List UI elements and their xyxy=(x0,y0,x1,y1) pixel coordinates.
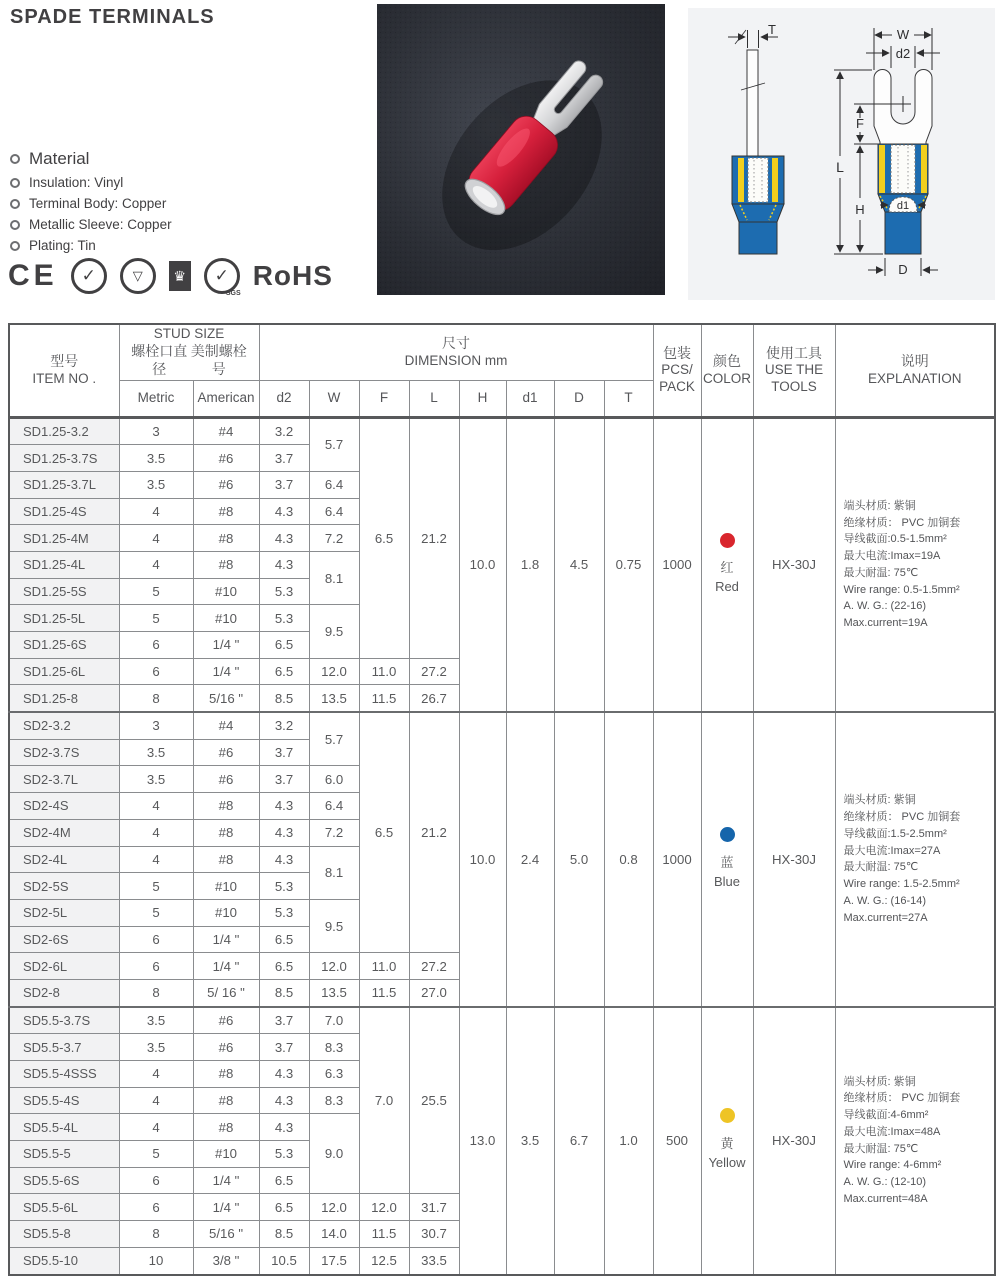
table-row xyxy=(9,417,995,445)
value-cell: 7.0 xyxy=(359,1007,409,1194)
item-no-cell: SD2-8 xyxy=(9,979,119,1006)
sgs-check-badge-icon: ✓ SGS xyxy=(204,258,240,294)
value-cell: 1/4 " xyxy=(193,658,259,685)
rohs-label: RoHS xyxy=(252,260,333,291)
col-dimension: 尺寸 DIMENSION mm xyxy=(259,324,653,380)
subheader-cell: Metric xyxy=(119,380,193,417)
color-cell: 红 Red xyxy=(701,417,753,712)
value-cell: 30.7 xyxy=(409,1221,459,1248)
explanation-cell xyxy=(835,417,995,712)
value-cell: 3.7 xyxy=(259,445,309,472)
item-no-cell: SD2-6S xyxy=(9,926,119,953)
subheader-cell: D xyxy=(554,380,604,417)
value-cell: 5.0 xyxy=(554,712,604,1007)
subheader-cell: American xyxy=(193,380,259,417)
dim-label-t: T xyxy=(768,22,776,37)
value-cell: 6.4 xyxy=(309,793,359,820)
value-cell: #4 xyxy=(193,417,259,445)
subheader-cell: W xyxy=(309,380,359,417)
value-cell: 6 xyxy=(119,658,193,685)
value-cell: 0.75 xyxy=(604,417,653,712)
bullet-ring-icon xyxy=(10,178,20,188)
product-photo xyxy=(377,4,665,295)
value-cell: 1.8 xyxy=(506,417,554,712)
value-cell: 1000 xyxy=(653,712,701,1007)
value-cell: 13.5 xyxy=(309,979,359,1006)
value-cell: 12.0 xyxy=(309,658,359,685)
item-no-cell: SD1.25-5S xyxy=(9,578,119,605)
item-no-cell: SD5.5-5 xyxy=(9,1141,119,1168)
table-header-row-1 xyxy=(9,324,995,380)
item-no-cell: SD1.25-3.7S xyxy=(9,445,119,472)
value-cell: 7.0 xyxy=(309,1007,359,1034)
color-cell: 蓝 Blue xyxy=(701,712,753,1007)
value-cell: 5.3 xyxy=(259,578,309,605)
value-cell: 4.3 xyxy=(259,1061,309,1088)
value-cell: 8.1 xyxy=(309,551,359,604)
subheader-cell: d2 xyxy=(259,380,309,417)
value-cell: 8.3 xyxy=(309,1034,359,1061)
value-cell: 12.0 xyxy=(309,1194,359,1221)
value-cell: #8 xyxy=(193,1087,259,1114)
value-cell: #8 xyxy=(193,1114,259,1141)
dim-label-f: F xyxy=(856,116,864,131)
item-no-cell: SD2-5L xyxy=(9,899,119,926)
value-cell: 12.0 xyxy=(309,953,359,980)
value-cell: 4 xyxy=(119,819,193,846)
value-cell: #6 xyxy=(193,766,259,793)
item-no-cell: SD5.5-6L xyxy=(9,1194,119,1221)
subheader-cell: d1 xyxy=(506,380,554,417)
item-no-cell: SD2-3.7S xyxy=(9,739,119,766)
value-cell: 4 xyxy=(119,551,193,578)
value-cell: 6.5 xyxy=(259,658,309,685)
value-cell: 10 xyxy=(119,1247,193,1274)
ukas-crown-badge-icon: ♛ xyxy=(169,261,191,291)
explanation-cell xyxy=(835,1007,995,1275)
value-cell: 4 xyxy=(119,793,193,820)
iso-iaf-badge-icon: ▽ xyxy=(120,258,156,294)
value-cell: #6 xyxy=(193,1007,259,1034)
material-item-label: Metallic Sleeve: Copper xyxy=(29,217,172,232)
value-cell: 4 xyxy=(119,1061,193,1088)
table-row xyxy=(9,1007,995,1034)
explanation-line: 最大耐温: 75℃ xyxy=(843,1142,919,1155)
item-no-cell: SD5.5-6S xyxy=(9,1167,119,1194)
material-heading-row xyxy=(10,149,172,169)
value-cell: 6 xyxy=(119,1167,193,1194)
value-cell: 10.0 xyxy=(459,712,506,1007)
explanation-line: Max.current=27A xyxy=(843,911,928,924)
value-cell: 0.8 xyxy=(604,712,653,1007)
bullet-ring-icon xyxy=(10,241,20,251)
value-cell: 3.5 xyxy=(119,766,193,793)
page-title: SPADE TERMINALS xyxy=(10,6,215,28)
explanation-line: Wire range: 0.5-1.5mm² xyxy=(843,583,960,596)
item-no-cell: SD1.25-4L xyxy=(9,551,119,578)
color-dot-icon xyxy=(720,1108,735,1123)
value-cell: 3.5 xyxy=(119,1034,193,1061)
value-cell: 4.5 xyxy=(554,417,604,712)
value-cell: 1/4 " xyxy=(193,926,259,953)
explanation-line: 最大电流:Imax=27A xyxy=(843,844,941,857)
item-no-cell: SD2-4S xyxy=(9,793,119,820)
value-cell: #10 xyxy=(193,899,259,926)
item-no-cell: SD2-4M xyxy=(9,819,119,846)
dim-label-d2: d2 xyxy=(895,46,911,61)
certification-logos xyxy=(8,258,333,297)
value-cell: #6 xyxy=(193,471,259,498)
value-cell: 8.5 xyxy=(259,979,309,1006)
value-cell: 5/ 16 " xyxy=(193,979,259,1006)
item-no-cell: SD1.25-3.7L xyxy=(9,471,119,498)
value-cell: #10 xyxy=(193,873,259,900)
material-section xyxy=(10,149,172,259)
value-cell: 1/4 " xyxy=(193,1167,259,1194)
value-cell: 4.3 xyxy=(259,551,309,578)
color-dot-icon xyxy=(720,827,735,842)
explanation-line: Max.current=19A xyxy=(843,616,928,629)
value-cell: #6 xyxy=(193,445,259,472)
value-cell: 5 xyxy=(119,899,193,926)
dim-label-l: L xyxy=(836,159,844,175)
value-cell: 6.4 xyxy=(309,471,359,498)
explanation-line: 绝缘材质： PVC 加铜套 xyxy=(843,1092,961,1105)
item-no-cell: SD2-3.2 xyxy=(9,712,119,739)
value-cell: 3.7 xyxy=(259,471,309,498)
value-cell: 7.2 xyxy=(309,525,359,552)
bullet-ring-icon xyxy=(10,154,20,164)
value-cell: 27.2 xyxy=(409,953,459,980)
value-cell: #8 xyxy=(193,846,259,873)
value-cell: 8.3 xyxy=(309,1087,359,1114)
value-cell: 8 xyxy=(119,1221,193,1248)
value-cell: 6.5 xyxy=(359,417,409,658)
value-cell: 4 xyxy=(119,525,193,552)
value-cell: 6.7 xyxy=(554,1007,604,1275)
table-row xyxy=(9,712,995,739)
value-cell: 6 xyxy=(119,1194,193,1221)
item-no-cell: SD5.5-4SSS xyxy=(9,1061,119,1088)
value-cell: 9.5 xyxy=(309,899,359,952)
explanation-line: Max.current=48A xyxy=(843,1192,928,1205)
material-item-label: Plating: Tin xyxy=(29,238,96,253)
material-heading: Material xyxy=(29,149,90,168)
item-no-cell: SD1.25-3.2 xyxy=(9,417,119,445)
value-cell: 3.5 xyxy=(506,1007,554,1275)
value-cell: 1/4 " xyxy=(193,953,259,980)
value-cell: #10 xyxy=(193,1141,259,1168)
value-cell: 6.5 xyxy=(259,1167,309,1194)
material-item xyxy=(10,196,172,211)
explanation-line: 最大耐温: 75℃ xyxy=(843,566,919,579)
spec-table-wrap xyxy=(8,323,996,1276)
explanation-cell xyxy=(835,712,995,1007)
value-cell: 4.3 xyxy=(259,1087,309,1114)
value-cell: 2.4 xyxy=(506,712,554,1007)
value-cell: 25.5 xyxy=(409,1007,459,1194)
subheader-cell: H xyxy=(459,380,506,417)
spec-table xyxy=(8,323,996,1276)
explanation-line: 导线截面:1.5-2.5mm² xyxy=(843,827,947,840)
value-cell: 6.3 xyxy=(309,1061,359,1088)
explanation-line: 绝缘材质： PVC 加铜套 xyxy=(843,516,961,529)
ce-mark-icon: CE xyxy=(8,259,58,292)
value-cell: 1.0 xyxy=(604,1007,653,1275)
value-cell: 3.5 xyxy=(119,739,193,766)
value-cell: 6.5 xyxy=(259,926,309,953)
item-no-cell: SD2-3.7L xyxy=(9,766,119,793)
dim-label-w: W xyxy=(896,27,910,42)
value-cell: 8.1 xyxy=(309,846,359,899)
value-cell: 3.7 xyxy=(259,1007,309,1034)
value-cell: 21.2 xyxy=(409,712,459,953)
value-cell: #4 xyxy=(193,712,259,739)
value-cell: 26.7 xyxy=(409,685,459,712)
value-cell: 21.2 xyxy=(409,417,459,658)
value-cell: HX-30J xyxy=(753,1007,835,1275)
value-cell: 5.3 xyxy=(259,605,309,632)
value-cell: 6.5 xyxy=(259,1194,309,1221)
value-cell: 12.5 xyxy=(359,1247,409,1274)
value-cell: 3 xyxy=(119,417,193,445)
bullet-ring-icon xyxy=(10,220,20,230)
value-cell: 3.2 xyxy=(259,712,309,739)
value-cell: 5.7 xyxy=(309,417,359,471)
subheader-cell: T xyxy=(604,380,653,417)
quality-check-badge-icon: ✓ xyxy=(71,258,107,294)
item-no-cell: SD1.25-6S xyxy=(9,632,119,659)
item-no-cell: SD5.5-4S xyxy=(9,1087,119,1114)
subheader-cell: L xyxy=(409,380,459,417)
value-cell: 4.3 xyxy=(259,846,309,873)
value-cell: 5.3 xyxy=(259,899,309,926)
value-cell: 33.5 xyxy=(409,1247,459,1274)
item-no-cell: SD5.5-3.7S xyxy=(9,1007,119,1034)
value-cell: 5.3 xyxy=(259,873,309,900)
value-cell: #8 xyxy=(193,551,259,578)
material-item-label: Terminal Body: Copper xyxy=(29,196,167,211)
value-cell: 6.5 xyxy=(359,712,409,953)
material-item xyxy=(10,175,172,190)
value-cell: #8 xyxy=(193,1061,259,1088)
value-cell: 4.3 xyxy=(259,819,309,846)
value-cell: 6.4 xyxy=(309,498,359,525)
item-no-cell: SD1.25-4S xyxy=(9,498,119,525)
value-cell: 5 xyxy=(119,1141,193,1168)
value-cell: 12.0 xyxy=(359,1194,409,1221)
value-cell: 1000 xyxy=(653,417,701,712)
value-cell: 4.3 xyxy=(259,525,309,552)
explanation-line: A. W. G.: (12-10) xyxy=(843,1176,927,1188)
value-cell: 3.7 xyxy=(259,739,309,766)
value-cell: 9.0 xyxy=(309,1114,359,1194)
item-no-cell: SD2-4L xyxy=(9,846,119,873)
item-no-cell: SD1.25-4M xyxy=(9,525,119,552)
value-cell: 3.5 xyxy=(119,445,193,472)
material-item-label: Insulation: Vinyl xyxy=(29,175,124,190)
color-dot-icon xyxy=(720,533,735,548)
dim-label-h: H xyxy=(855,202,865,217)
value-cell: 4 xyxy=(119,498,193,525)
value-cell: #8 xyxy=(193,525,259,552)
value-cell: 4 xyxy=(119,1087,193,1114)
value-cell: 6 xyxy=(119,632,193,659)
value-cell: HX-30J xyxy=(753,417,835,712)
col-item-no: 型号 ITEM NO . xyxy=(9,324,119,417)
value-cell: 10.0 xyxy=(459,417,506,712)
item-no-cell: SD5.5-4L xyxy=(9,1114,119,1141)
value-cell: 13.5 xyxy=(309,685,359,712)
explanation-line: A. W. G.: (16-14) xyxy=(843,894,927,907)
value-cell: #8 xyxy=(193,819,259,846)
item-no-cell: SD5.5-3.7 xyxy=(9,1034,119,1061)
value-cell: 5.3 xyxy=(259,1141,309,1168)
explanation-line: 导线截面:4-6mm² xyxy=(843,1109,929,1122)
value-cell: #10 xyxy=(193,578,259,605)
item-no-cell: SD2-6L xyxy=(9,953,119,980)
item-no-cell: SD2-5S xyxy=(9,873,119,900)
value-cell: 5 xyxy=(119,605,193,632)
col-explanation: 说明 EXPLANATION xyxy=(835,324,995,417)
value-cell: 4.3 xyxy=(259,793,309,820)
value-cell: 3.5 xyxy=(119,471,193,498)
value-cell: #8 xyxy=(193,793,259,820)
item-no-cell: SD1.25-8 xyxy=(9,685,119,712)
col-pack: 包装 PCS/ PACK xyxy=(653,324,701,417)
value-cell: 13.0 xyxy=(459,1007,506,1275)
value-cell: 11.0 xyxy=(359,953,409,980)
value-cell: 3.2 xyxy=(259,417,309,445)
value-cell: 10.5 xyxy=(259,1247,309,1274)
value-cell: 11.5 xyxy=(359,685,409,712)
value-cell: #6 xyxy=(193,739,259,766)
dim-label-d: D xyxy=(898,262,908,277)
value-cell: 6.0 xyxy=(309,766,359,793)
explanation-line: 导线截面:0.5-1.5mm² xyxy=(843,533,947,546)
value-cell: 6.5 xyxy=(259,953,309,980)
value-cell: 6 xyxy=(119,926,193,953)
value-cell: 3.7 xyxy=(259,766,309,793)
explanation-line: 端头材质: 紫铜 xyxy=(843,794,916,807)
value-cell: 27.0 xyxy=(409,979,459,1006)
value-cell: #10 xyxy=(193,605,259,632)
value-cell: 4 xyxy=(119,846,193,873)
value-cell: HX-30J xyxy=(753,712,835,1007)
value-cell: 1/4 " xyxy=(193,632,259,659)
value-cell: 3.5 xyxy=(119,1007,193,1034)
explanation-line: 端头材质: 紫铜 xyxy=(843,1075,916,1088)
value-cell: #8 xyxy=(193,498,259,525)
value-cell: 500 xyxy=(653,1007,701,1275)
value-cell: 1/4 " xyxy=(193,1194,259,1221)
explanation-line: Wire range: 4-6mm² xyxy=(843,1159,942,1172)
value-cell: 3.7 xyxy=(259,1034,309,1061)
value-cell: 8.5 xyxy=(259,1221,309,1248)
col-color: 颜色 COLOR xyxy=(701,324,753,417)
value-cell: 5/16 " xyxy=(193,1221,259,1248)
value-cell: 5.7 xyxy=(309,712,359,766)
explanation-line: 最大耐温: 75℃ xyxy=(843,861,919,874)
value-cell: 5 xyxy=(119,578,193,605)
value-cell: 5/16 " xyxy=(193,685,259,712)
value-cell: 6 xyxy=(119,953,193,980)
value-cell: #6 xyxy=(193,1034,259,1061)
col-tools: 使用工具 USE THE TOOLS xyxy=(753,324,835,417)
value-cell: 11.5 xyxy=(359,1221,409,1248)
item-no-cell: SD1.25-6L xyxy=(9,658,119,685)
color-cell: 黄 Yellow xyxy=(701,1007,753,1275)
explanation-line: 端头材质: 紫铜 xyxy=(843,499,916,512)
value-cell: 9.5 xyxy=(309,605,359,658)
value-cell: 7.2 xyxy=(309,819,359,846)
material-item xyxy=(10,217,172,232)
value-cell: 8 xyxy=(119,979,193,1006)
value-cell: 8 xyxy=(119,685,193,712)
dimension-diagram xyxy=(688,8,995,300)
value-cell: 8.5 xyxy=(259,685,309,712)
subheader-cell: F xyxy=(359,380,409,417)
explanation-line: A. W. G.: (22-16) xyxy=(843,600,927,613)
value-cell: 17.5 xyxy=(309,1247,359,1274)
value-cell: 4.3 xyxy=(259,498,309,525)
value-cell: 5 xyxy=(119,873,193,900)
bullet-ring-icon xyxy=(10,199,20,209)
value-cell: 4.3 xyxy=(259,1114,309,1141)
explanation-line: 最大电流:Imax=48A xyxy=(843,1125,941,1138)
value-cell: 6.5 xyxy=(259,632,309,659)
value-cell: 14.0 xyxy=(309,1221,359,1248)
material-item xyxy=(10,238,172,253)
dim-label-d1: d1 xyxy=(896,200,910,212)
value-cell: 4 xyxy=(119,1114,193,1141)
explanation-line: 绝缘材质： PVC 加铜套 xyxy=(843,811,961,824)
item-no-cell: SD1.25-5L xyxy=(9,605,119,632)
item-no-cell: SD5.5-8 xyxy=(9,1221,119,1248)
value-cell: 27.2 xyxy=(409,658,459,685)
value-cell: 31.7 xyxy=(409,1194,459,1221)
item-no-cell: SD5.5-10 xyxy=(9,1247,119,1274)
explanation-line: 最大电流:Imax=19A xyxy=(843,550,941,563)
value-cell: 11.0 xyxy=(359,658,409,685)
value-cell: 3/8 " xyxy=(193,1247,259,1274)
value-cell: 3 xyxy=(119,712,193,739)
value-cell: 11.5 xyxy=(359,979,409,1006)
col-stud-size: STUD SIZE 螺栓口直径 美制螺栓号 xyxy=(119,324,259,380)
explanation-line: Wire range: 1.5-2.5mm² xyxy=(843,878,960,891)
